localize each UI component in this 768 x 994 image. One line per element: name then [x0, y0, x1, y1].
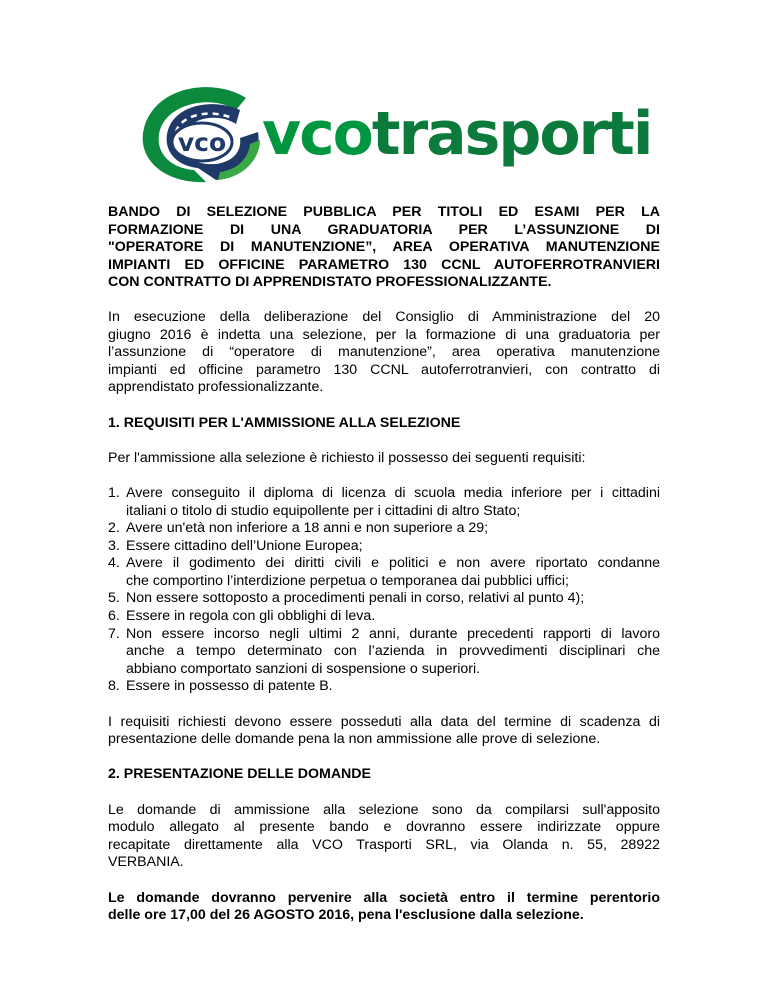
list-item: 6. Essere in regola con gli obblighi di leva. [108, 608, 376, 625]
intro-paragraph [108, 309, 660, 397]
list-item: 7. Non essere incorso negli ultimi 2 anni, durante precedenti rapporti di lavoro anche a tempo determinato con l’azienda in provvedimenti disciplinari che abbiano comportato sanzioni di sospensione o superiori. [108, 625, 660, 677]
list-item: 8. Essere in possesso di patente B. [108, 678, 333, 695]
title-line: FORMAZIONE DI UNA GRADUATORIA PER L’ASSUNZIONE DI [108, 221, 660, 238]
logo-word-trasporti: trasporti [371, 99, 652, 169]
section-2-body: Le domande di ammissione alla selezione sono da compilarsi sull'apposito modulo allegato al presente bando e dovranno essere indirizzate oppure recapitate direttamente alla VCO Trasporti SRL, via Olanda n. 55, 28922 VERBANIA. [108, 801, 660, 871]
title-line: BANDO DI SELEZIONE PUBBLICA PER TITOLI ED ESAMI PER LA [108, 204, 660, 220]
title-line: CON CONTRATTO DI APPRENDISTATO PROFESSIONALIZZANTE. [108, 274, 552, 291]
intro-line: impianti ed officine parametro 130 CCNL autoferrotranvieri, con contratto di [108, 361, 660, 378]
road-emblem-icon [136, 80, 266, 190]
intro-line: In esecuzione della deliberazione del Consiglio di Amministrazione del 20 [108, 308, 660, 325]
logo-word-vco: vco [262, 99, 372, 169]
list-item: 1. Avere conseguito il diploma di licenza di scuola media inferiore per i cittadini italiani o titolo di studio equipollente per i cittadini di altro Stato; [108, 484, 660, 519]
title-line: "OPERATORE DI MANUTENZIONE”, AREA OPERATIVA MANUTENZIONE [108, 239, 660, 256]
list-item: 3. Essere cittadino dell’Unione Europea; [108, 537, 363, 554]
section-1-heading: 1. REQUISITI PER L'AMMISSIONE ALLA SELEZIONE [108, 414, 461, 431]
section-2-deadline: Le domande dovranno pervenire alla società entro il termine perentorio delle ore 17,00 del 26 AGOSTO 2016, pena l'esclusione dalla selezione. [108, 889, 660, 924]
intro-line: l’assunzione di “operatore di manutenzione”, area operativa manutenzione [108, 344, 660, 361]
title-line: IMPIANTI ED OFFICINE PARAMETRO 130 CCNL AUTOFERROTRANVIERI [108, 256, 660, 273]
list-item: 2. Avere un'età non inferiore a 18 anni e non superiore a 29; [108, 520, 489, 537]
requirements-list [108, 485, 660, 696]
list-item: 5. Non essere sottoposto a procedimenti penali in corso, relativi al punto 4); [108, 590, 585, 607]
section-1-closing: I requisiti richiesti devono essere posseduti alla data del termine di scadenza di presentazione delle domande pena la non ammissione alle prove di selezione. [108, 713, 660, 748]
document-title [108, 204, 660, 292]
vco-trasporti-logo [136, 80, 652, 190]
logo-wordmark [262, 94, 651, 174]
section-2-heading: 2. PRESENTAZIONE DELLE DOMANDE [108, 766, 372, 783]
intro-line: giugno 2016 è indetta una selezione, per la formazione di una graduatoria per [108, 326, 660, 343]
document-body [108, 204, 660, 942]
list-item: 4. Avere il godimento dei diritti civili e politici e non avere riportato condanne che comportino l’interdizione perpetua o temporanea dai pubblici uffici; [108, 555, 660, 589]
logo-badge-text: vco [177, 128, 227, 157]
section-1-lead: Per l'ammissione alla selezione è richiesto il possesso dei seguenti requisiti: [108, 449, 586, 466]
intro-line: apprendistato professionalizzante. [108, 379, 324, 396]
